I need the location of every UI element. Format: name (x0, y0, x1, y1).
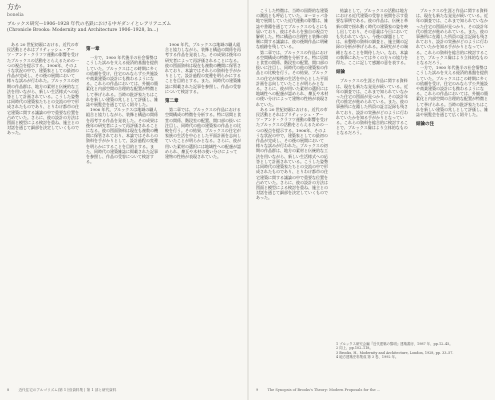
text-column-6 (416, 8, 490, 338)
paragraph: 第二章では、ブルックスの作品における空間構成の特徴を分析する。特に居間と食堂の関係、階段室の配置、開口部の扱いに注目し、同時代の他の建築家の作品との比較を行う。その結果、ブルックスの住宅が家族の生活を中心とした平面計画を志向していたことが明らかとなる。さらに、彼が用いた素材の選択には地域性への配慮が認められ、煉瓦や木材の使い分けによって建物の性格が表現されていた。 (165, 107, 241, 160)
subtitle-japanese: ブルックス研究—1906–1928 年代の名鉄における中ギダンイとレアリアニズム (7, 22, 172, 27)
paragraph: ある 20 世紀初頭における、近代の市民活動とそれはブリティッシュ・アーツ・アンド・クラフツ運動の影響を受けたブルックスの活動をとらえるための一つの視点を提示する。1906年、そのような状況の中で、建築家としての最初の作品が完成し、その後の展開において様々な試みが行われた。ブルックスの初期の作品群は、地方の素材と伝統的な工法を用いながら、新しい生活様式への応答として計画されている。こうした姿勢は同時代の建築家たちとの交流の中で形成されたものであり、とりわけ都市の住宅建築に関する議論の中で重要な位置を占めていた。さらに、彼の設計の方法は図面と模型による検討を重ね、施主との対話を通じて細部を決定していくものであった。 (7, 42, 79, 136)
paragraph: 一方で、1900 年代後半の社会情勢はこうした試みを支える経済的基盤を提供していた。ブルックスはこの時期に多くの依頼を受け、住宅のみならず公共施設や商業建築の設計にも携わるようになる。これらの作品においては、外観の簡素化と内部空間の合理的な配置が特徴として挙げられる。当時の批評家たちはこれを新しい建築の兆しとして評価し、雑誌や展覧会を通じて広く紹介した。 (86, 55, 158, 108)
page-gutter (247, 0, 249, 400)
left-folio (7, 388, 116, 393)
article-title: 方か (7, 3, 21, 11)
paragraph: 1906 年代、ブルックスは地域の職人組合と協力しながら、装飾と構造の関係を再考する作品を発表した。その成果は後年の研究者によって再評価されることになる。彼の図面資料は現在も複数の機関に保管されており、本論ではそれらの資料を手がかりとして、設計過程の変遷を明らかにすることを目的とする。また、同時代の建築雑誌に掲載された記事を参照し、作品の受容について検討する。 (86, 107, 158, 165)
subtitle-english: (Chronicle Brooks: Modernity and Architecture 1906–1928, In...) (7, 28, 159, 33)
paragraph: ある 20 世紀初頭における、近代の市民活動とそれはブリティッシュ・アーツ・アンド・クラフツ運動の影響を受けたブルックスの活動をとらえるための一つの視点を提示する。1906年、そのような状況の中で、建築家としての最初の作品が完成し、その後の展開において様々な試みが行われた。ブルックスの初期の作品群は、地方の素材と伝統的な工法を用いながら、新しい生活様式への応答として計画されている。こうした姿勢は同時代の建築家たちとの交流の中で形成されたものであり、とりわけ都市の住宅建築に関する議論の中で重要な位置を占めていた。さらに、彼の設計の方法は図面と模型による検討を重ね、施主との対話を通じて細部を決定していくものであった。 (256, 106, 328, 201)
footnote: 3 Brooks, H., Modernity and Architecture, London, 1928, pp. 33–57. (336, 350, 454, 355)
right-folio (256, 388, 380, 392)
text-column-2 (86, 42, 160, 382)
text-column-5 (336, 8, 410, 338)
paragraph: ブルックスの生涯と作品に関する資料は、現在も新たな発見が続いている。近年の調査では、これまで知られていなかった住宅の図面が見つかり、その設計年代の推定が進められている。また、彼の事務所に在籍した所員の証言記録も残されており、設計の実務がどのように行われていたかを知る手がかりとなっている。これらの資料を総合的に検討することで、ブルックス像はより立体的なものとなるだろう。 (336, 78, 408, 136)
article-header (7, 2, 24, 18)
text-column-4 (256, 8, 330, 380)
paragraph: 第二章では、ブルックスの作品における空間構成の特徴を分析する。特に居間と食堂の関係、階段室の配置、開口部の扱いに注目し、同時代の他の建築家の作品との比較を行う。その結果、ブルックスの住宅が家族の生活を中心とした平面計画を志向していたことが明らかとなる。さらに、彼が用いた素材の選択には地域性への配慮が認められ、煉瓦や木材の使い分けによって建物の性格が表現されていた。 (256, 49, 329, 107)
page-number-left: 8 (7, 388, 10, 392)
footnote: 2 同上、pp.102–118。 (336, 346, 373, 351)
paragraph: ブルックスの生涯と作品に関する資料は、現在も新たな発見が続いている。近年の調査では、これまで知られていなかった住宅の図面が見つかり、その設計年代の推定が進められている。また、彼の事務所に在籍した所員の証言記録も残されており、設計の実務がどのように行われていたかを知る手がかりとなっている。これらの資料を総合的に検討することで、ブルックス像はより立体的なものとなるだろう。 (416, 8, 488, 66)
text-column-1 (7, 42, 81, 382)
article-byline: bonelia (7, 13, 24, 18)
section-heading: 第一章 (86, 47, 100, 52)
article-subtitle (7, 22, 242, 34)
section-heading: 第二章 (165, 99, 179, 105)
paragraph: こうした特徴は、当時の国際的な建築の潮流とも呼応していた。ヨーロッパ各地で展開していた近代運動の影響は、雑誌や書籍を通じてブルックスのもとにも届いており、彼はそれらを独自の視点で解釈した。特に構造の合理性と装飾の抑制に関する議論は、彼の後期作品に明確な痕跡を残している。 (256, 8, 328, 50)
text-column-3 (165, 42, 241, 382)
paragraph: 結論として、ブルックスの活動は地方における近代建築の受容と展開を示す重要な事例である。彼の作品は、伝統と革新の間で揺れ動く時代の建築家の姿を映し出しており、その意義は今日においても失われていない。今後の課題としては、未整理の資料の調査と、施主側の記録の分析が挙げられる。本研究がその端緒となることを期待したい。なお、本論の執筆にあたっては多くの方々の協力を得た。ここに記して感謝の意を表する。 (336, 8, 408, 66)
section-heading: 結論の注 (416, 122, 434, 128)
running-footer-left: 近代住宅のアルゴリズム(第 1 回)資料集 | 第 1 部と研究資料 (18, 388, 117, 392)
footnotes (336, 342, 486, 360)
footnote: 4 地方建築史料集成 第 3 巻、1992 年。 (336, 355, 399, 360)
running-footer-right: The Synopsis of Brooks's Theory: Modern Proposals for the ... (267, 388, 381, 392)
footnote: 1 ブルックス研究会編『近代建築の黎明』建築書房、1987 年、pp.12–45。 (336, 342, 453, 346)
paragraph: 1906 年代、ブルックスは地域の職人組合と協力しながら、装飾と構造の関係を再考する作品を発表した。その成果は後年の研究者によって再評価されることになる。彼の図面資料は現在も複数の機関に保管されており、本論ではそれらの資料を手がかりとして、設計過程の変遷を明らかにすることを目的とする。また、同時代の建築雑誌に掲載された記事を参照し、作品の受容について検討する。 (165, 42, 241, 94)
paragraph: 一方で、1900 年代後半の社会情勢はこうした試みを支える経済的基盤を提供していた。ブルックスはこの時期に多くの依頼を受け、住宅のみならず公共施設や商業建築の設計にも携わるようになる。これらの作品においては、外観の簡素化と内部空間の合理的な配置が特徴として挙げられる。当時の批評家たちはこれを新しい建築の兆しとして評価し、雑誌や展覧会を通じて広く紹介した。 (416, 65, 488, 118)
section-heading: 結論 (336, 70, 345, 76)
page-number-right: 9 (256, 388, 259, 392)
